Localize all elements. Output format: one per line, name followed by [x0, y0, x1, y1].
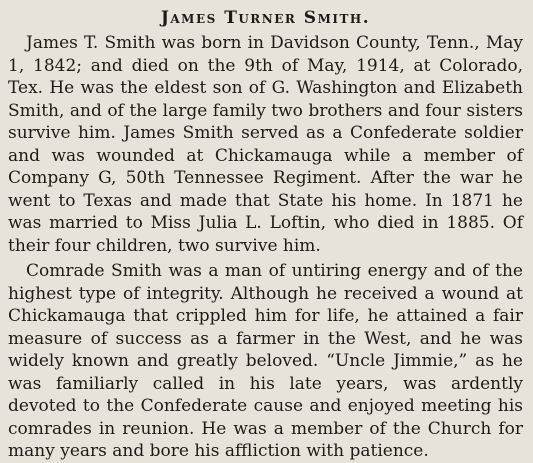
obituary-paragraph-1: James T. Smith was born in Davidson County, Tenn., May 1, 1842; and died on the 9th of May, 1914, at Colorado, Tex. He was the eldest son of G. Washington and Elizabeth Smith, and of the large family two brothers and four sisters survive him. James Smith served as a Confederate soldier and was wounded at Chickamauga while a member of Company G, 50th Tennessee Regiment. After the war he went to Texas and made that State his home. In 1871 he was married to Miss Julia L. Loftin, who died in 1885. Of their four children, two survive him.	[8, 33, 523, 256]
obituary-paragraph-2: Comrade Smith was a man of untiring energy and of the highest type of integrity. Although he received a wound at Chickamauga that crippled him for life, he attained a fair measure of success as a farmer in the West, and he was widely known and greatly beloved. “Uncle Jimmie,” as he was familiarly called in his late years, was ardently devoted to the Confederate cause and enjoyed meeting his comrades in reunion. He was a member of the Church for many years and bore his affliction with patience.	[8, 261, 523, 461]
obituary-title: James Turner Smith.	[160, 8, 371, 28]
